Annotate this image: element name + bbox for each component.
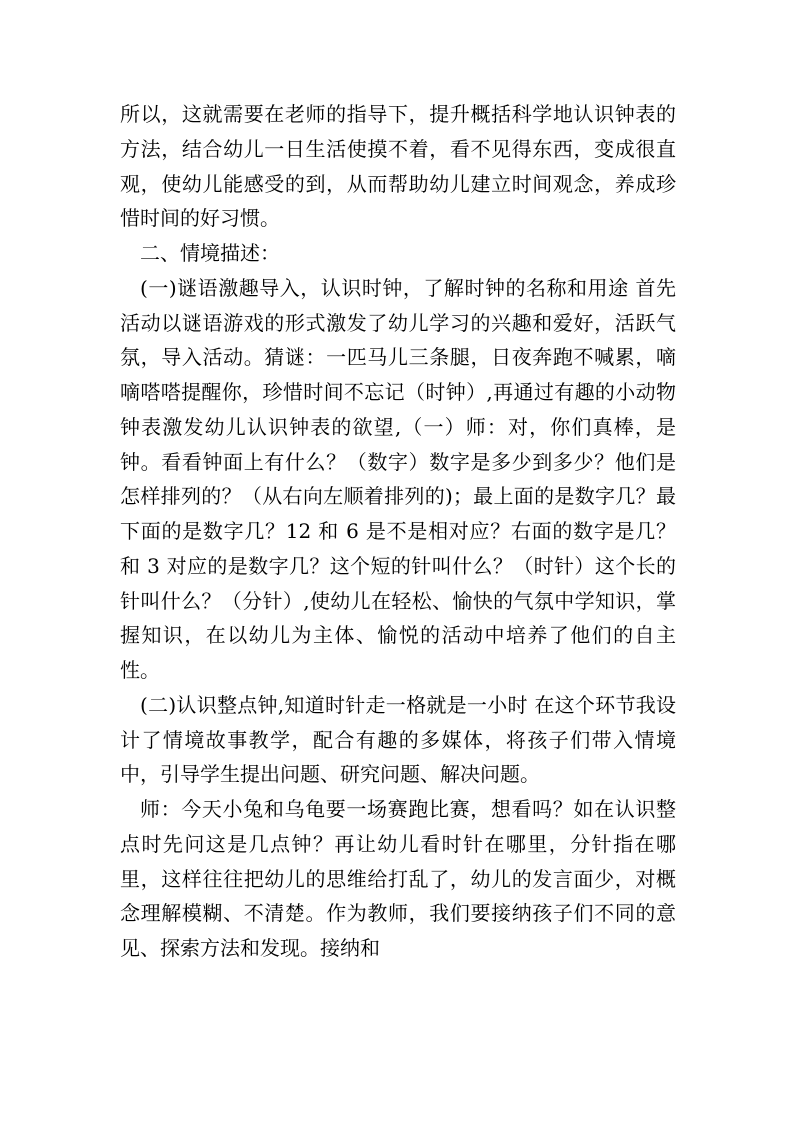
paragraph-teacher-story: 师：今天小兔和乌龟要一场赛跑比赛，想看吗？如在认识整点时先问这是几点钟？再让幼儿看时针在哪里，分针指在哪里，这样往往把幼儿的思维给打乱了，幼儿的发言面少，对概念理解模糊、不清楚。作为教师，我们要接纳孩子们不同的意见、探索方法和发现。接纳和	[120, 797, 676, 960]
paragraph-riddle-intro: (一)谜语激趣导入，认识时钟，了解时钟的名称和用途 首先活动以谜语游戏的形式激发了幼儿学习的兴趣和爱好，活跃气氛，导入活动。猜谜：一匹马儿三条腿，日夜奔跑不喊累，嘀嘀嗒嗒提醒你，珍惜时间不忘记（时钟）,再通过有趣的小动物钟表激发幼儿认识钟表的欲望,（一）师：对，你们真棒，是钟。看看钟面上有什么？（数字）数字是多少到多少？他们是怎样排列的？（从右向左顺着排列的)；最上面的是数字几？最下面的是数字几？12 和 6 是不是相对应？右面的数字是几？和 3 对应的是数字几？这个短的针叫什么？（时针）这个长的针叫什么？（分针）,使幼儿在轻松、愉快的气氛中学知识，掌握知识，在以幼儿为主体、愉悦的活动中培养了他们的自主性。	[120, 275, 676, 682]
document-page	[120, 97, 676, 966]
paragraph-continuation: 所以，这就需要在老师的指导下，提升概括科学地认识钟表的方法，结合幼儿一日生活使摸不着，看不见得东西，变成很直观，使幼儿能感受的到，从而帮助幼儿建立时间观念，养成珍惜时间的好习惯。	[120, 102, 676, 231]
paragraph-hour-clock: (二)认识整点钟,知道时针走一格就是一小时 在这个环节我设计了情境故事教学，配合有趣的多媒体，将孩子们带入情境中，引导学生提出问题、研究问题、解决问题。	[120, 692, 676, 787]
section-heading-situation: 二、情境描述：	[140, 241, 280, 265]
